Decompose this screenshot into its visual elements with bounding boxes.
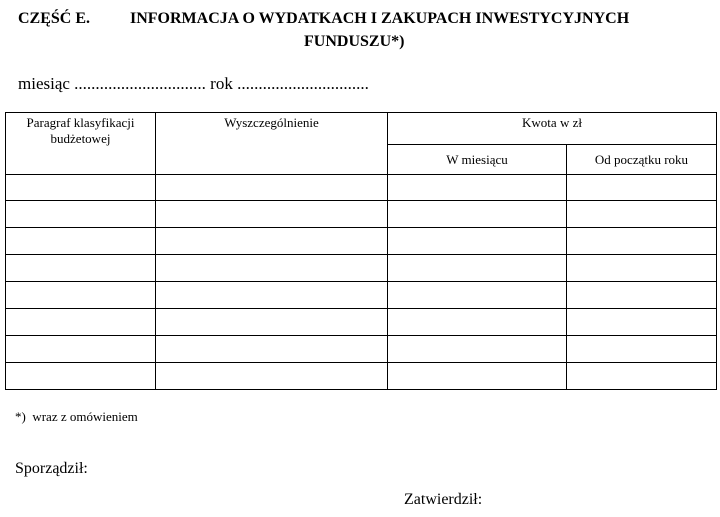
cell-description[interactable]: [156, 282, 388, 309]
cell-paragraph[interactable]: [6, 228, 156, 255]
table-row: [6, 282, 717, 309]
table-row: [6, 309, 717, 336]
heading-line-1: [18, 7, 708, 30]
cell-amount-ytd[interactable]: [567, 255, 717, 282]
header-amount-group: Kwota w zł: [388, 113, 717, 145]
section-heading: [18, 7, 708, 53]
footnote: [15, 409, 138, 425]
year-label: rok: [210, 74, 233, 93]
cell-description[interactable]: [156, 228, 388, 255]
cell-description[interactable]: [156, 201, 388, 228]
cell-amount-ytd[interactable]: [567, 228, 717, 255]
cell-amount-month[interactable]: [388, 255, 567, 282]
cell-amount-ytd[interactable]: [567, 363, 717, 390]
month-label: miesiąc: [18, 74, 70, 93]
cell-description[interactable]: [156, 255, 388, 282]
expenditure-table: [5, 112, 717, 390]
table-row: [6, 201, 717, 228]
cell-paragraph[interactable]: [6, 175, 156, 201]
cell-amount-month[interactable]: [388, 201, 567, 228]
cell-amount-ytd[interactable]: [567, 175, 717, 201]
footnote-marker: *): [15, 409, 26, 424]
table-row: [6, 175, 717, 201]
cell-amount-ytd[interactable]: [567, 336, 717, 363]
table-body: [6, 175, 717, 390]
cell-amount-month[interactable]: [388, 363, 567, 390]
cell-description[interactable]: [156, 309, 388, 336]
cell-amount-ytd[interactable]: [567, 282, 717, 309]
approved-by-label: Zatwierdził:: [404, 491, 483, 508]
table-row: [6, 255, 717, 282]
table-row: [6, 336, 717, 363]
header-amount-month: W miesiącu: [388, 145, 567, 175]
footnote-text: wraz z omówieniem: [32, 409, 138, 424]
header-description: Wyszczególnienie: [156, 113, 388, 175]
cell-paragraph[interactable]: [6, 309, 156, 336]
heading-title-line-1: INFORMACJA O WYDATKACH I ZAKUPACH INWESTYCYJNYCH: [130, 10, 630, 27]
cell-amount-ytd[interactable]: [567, 309, 717, 336]
cell-amount-month[interactable]: [388, 282, 567, 309]
header-amount-ytd: Od początku roku: [567, 145, 717, 175]
period-line: [18, 74, 369, 94]
cell-amount-month[interactable]: [388, 175, 567, 201]
header-paragraph: Paragraf klasyfikacji budżetowej: [6, 113, 156, 175]
cell-paragraph[interactable]: [6, 282, 156, 309]
part-label: CZĘŚĆ E.: [18, 10, 91, 27]
table-row: [6, 363, 717, 390]
cell-paragraph[interactable]: [6, 363, 156, 390]
cell-paragraph[interactable]: [6, 255, 156, 282]
prepared-by-label: Sporządził:: [15, 460, 88, 477]
cell-amount-month[interactable]: [388, 228, 567, 255]
cell-description[interactable]: [156, 175, 388, 201]
cell-paragraph[interactable]: [6, 201, 156, 228]
heading-title-line-2: FUNDUSZU*): [304, 33, 405, 50]
year-field[interactable]: ...............................: [237, 74, 369, 93]
cell-amount-ytd[interactable]: [567, 201, 717, 228]
cell-amount-month[interactable]: [388, 309, 567, 336]
table-row: [6, 228, 717, 255]
cell-description[interactable]: [156, 363, 388, 390]
cell-description[interactable]: [156, 336, 388, 363]
cell-amount-month[interactable]: [388, 336, 567, 363]
cell-paragraph[interactable]: [6, 336, 156, 363]
month-field[interactable]: ...............................: [74, 74, 206, 93]
